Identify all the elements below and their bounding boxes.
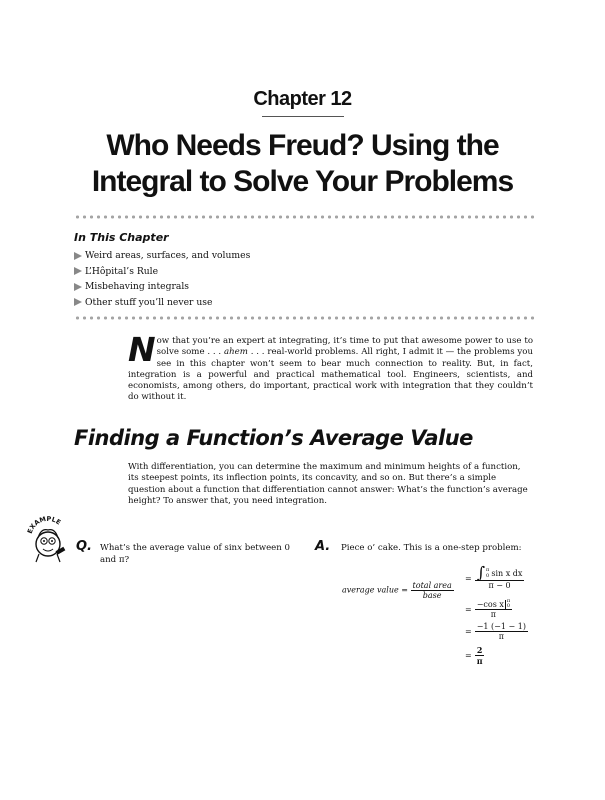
section-body: With differentiation, you can determine the maximum and minimum heights of a function, its steepest points, its inflection points, its concavity, and so on. But there’s a simple question about a function that differentiation cannot answer: What’s the function’s average height? To answer that, you need integration. — [128, 462, 528, 506]
list-item — [74, 264, 250, 280]
average-value-formula: average value = $\frac{\text{total area}}{\text{base}}$ — [342, 581, 452, 600]
solution-step-3: = $\frac{-1 (-1 - 1)}{\pi}$ — [465, 622, 526, 641]
integral-sign-icon: ∫ — [476, 563, 486, 582]
intro-emphasis: ahem — [223, 347, 248, 358]
intro-text-start: ow that you’re an expert at integrating, it’s time to put that awesome power to use to solve some . . . — [156, 336, 533, 358]
chapter-label: Chapter 12 — [253, 88, 352, 110]
chapter-topics-list — [74, 248, 250, 310]
chapter-title — [60, 128, 545, 200]
list-item — [74, 248, 250, 264]
solution-step-2: = −cos x π 0 π — [465, 598, 511, 619]
list-item-label: L’Hôpital’s Rule — [85, 265, 159, 277]
chapter-label-underline — [262, 116, 344, 117]
bullet-arrow-icon — [74, 298, 82, 306]
drop-cap: N — [128, 330, 156, 369]
svg-text:EXAMPLE — [26, 515, 62, 535]
example-badge-text: EXAMPLE — [25, 514, 63, 535]
in-this-chapter-heading: In This Chapter — [74, 231, 169, 244]
bullet-arrow-icon — [74, 283, 82, 291]
question-marker: Q. — [76, 539, 92, 554]
intro-text-end: . . . real-world problems. All right, I admit it — the problems you see in this chapter won’t seem to bear much connection to reality. But, in fact, integration is a powerful and practical mathematical tool. Engineers, scientists, and economists, among others, do important, practical work with integration that they couldn’t do without it. — [128, 347, 533, 403]
dotted-divider-top — [74, 215, 534, 219]
bullet-arrow-icon — [74, 252, 82, 260]
list-item — [74, 279, 250, 295]
list-item-label: Misbehaving integrals — [85, 281, 190, 293]
list-item-label: Other stuff you’ll never use — [85, 296, 213, 308]
chapter-title-line-1: Who Needs Freud? Using the — [106, 129, 499, 162]
answer-marker: A. — [315, 539, 331, 554]
section-heading: Finding a Function’s Average Value — [74, 426, 473, 450]
example-icon — [25, 514, 71, 564]
list-item-label: Weird areas, surfaces, and volumes — [85, 250, 251, 262]
list-item — [74, 295, 250, 311]
solution-step-4: = $\frac{2}{\pi}$ — [465, 645, 483, 666]
solution-step-1: = ∫ π 0 sin x dx π − 0 — [465, 563, 523, 590]
bullet-arrow-icon — [74, 267, 82, 275]
dotted-divider-bottom — [74, 316, 534, 320]
answer-text: Piece o’ cake. This is a one-step problem: — [341, 543, 522, 553]
question-text: What’s the average value of sinx between 0 and π? — [100, 543, 291, 565]
intro-paragraph — [128, 330, 533, 404]
chapter-title-line-2: Integral to Solve Your Problems — [91, 165, 514, 198]
